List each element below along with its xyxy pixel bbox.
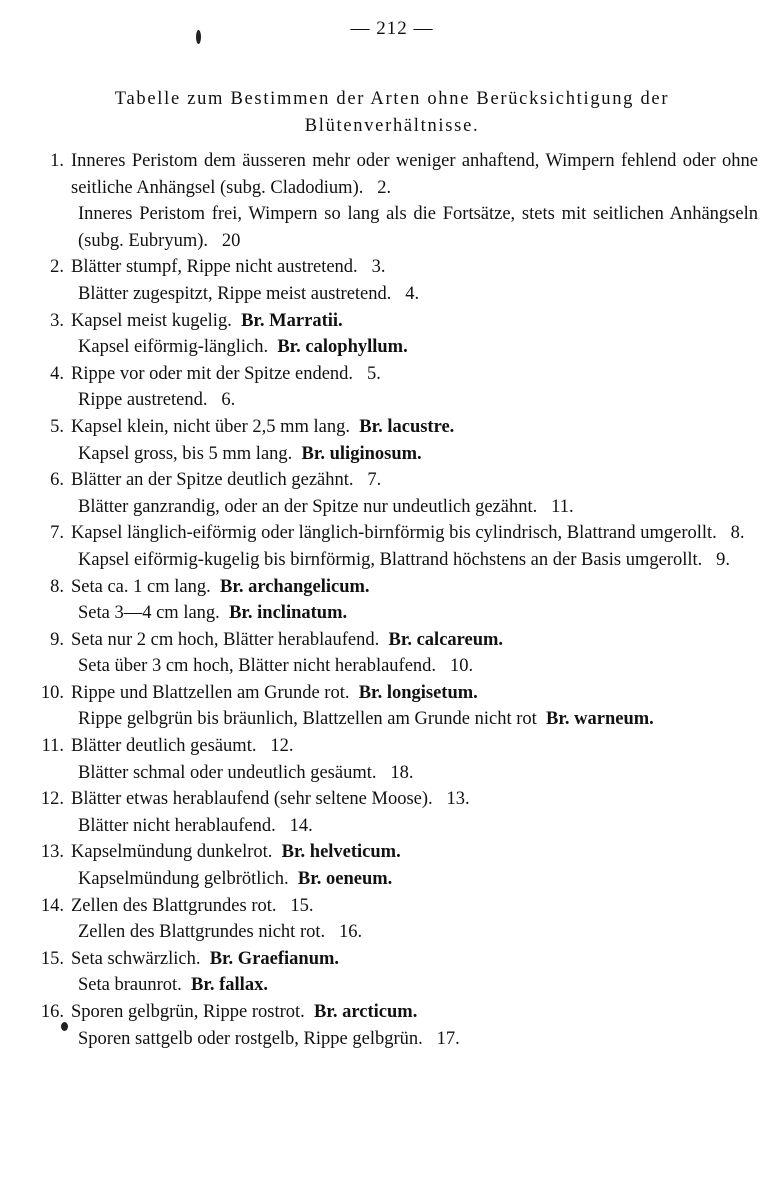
key-alternative-line [0, 201, 784, 254]
entry-number: 9. [50, 629, 64, 650]
key-text: Rippe austretend. [78, 390, 208, 411]
key-text: Blätter nicht herablaufend. [78, 815, 276, 836]
key-text: Seta über 3 cm hoch, Blätter nicht herablaufend. [78, 656, 437, 677]
key-text: Seta schwärzlich. [71, 948, 201, 969]
species-name: Br. longisetum. [358, 682, 478, 703]
key-text: Blätter stumpf, Rippe nicht austretend. [71, 257, 358, 278]
key-entry [0, 574, 784, 627]
key-line [0, 680, 784, 707]
key-text: Rippe gelbgrün bis bräunlich, Blattzellen am Grunde nicht rot [78, 709, 537, 730]
lead-reference: 20 [221, 230, 241, 251]
key-entry [0, 148, 784, 254]
key-text: Sporen gelbgrün, Rippe rostrot. [71, 1002, 305, 1022]
key-line [0, 361, 784, 388]
lead-reference: 4. [405, 283, 420, 304]
key-entry [0, 946, 784, 999]
entry-number: 3. [50, 310, 64, 331]
entry-number: 16. [40, 1002, 64, 1022]
key-text: Rippe und Blattzellen am Grunde rot. [71, 682, 350, 703]
entry-number: 4. [50, 363, 64, 384]
lead-reference: 8. [730, 523, 745, 544]
key-text: Inneres Peristom frei, Wimpern so lang als die Fortsätze, stets mit seitlichen Anhängseln (subg. Eubryum). [78, 204, 758, 251]
key-line [0, 254, 784, 281]
key-text: Blätter etwas herablaufend (sehr seltene Moose). [71, 789, 433, 810]
key-text: Kapsel eiförmig-kugelig bis birnförmig, Blattrand höchstens an der Basis umgerollt. [78, 549, 703, 570]
key-text: Kapsel eiförmig-länglich. [78, 337, 269, 358]
key-text: Blätter schmal oder undeutlich gesäumt. [78, 762, 377, 783]
key-line [0, 627, 784, 654]
key-alternative-line [0, 919, 784, 946]
key-alternative-line [0, 972, 784, 999]
lead-reference: 18. [390, 762, 414, 783]
key-entry [0, 520, 784, 573]
species-name: Br. helveticum. [281, 842, 401, 863]
entry-number: 13. [40, 842, 64, 863]
key-text: Rippe vor oder mit der Spitze endend. [71, 363, 354, 384]
key-text: Inneres Peristom dem äusseren mehr oder weniger anhaftend, Wimpern fehlend oder ohne seitliche Anhängsel (subg. Cladodium). [71, 151, 758, 198]
species-name: Br. fallax. [191, 975, 268, 996]
key-text: Kapsel meist kugelig. [71, 310, 232, 331]
key-text: Kapsel gross, bis 5 mm lang. [78, 443, 293, 464]
lead-reference: 7. [367, 470, 382, 491]
entry-number: 1. [50, 151, 64, 171]
lead-reference: 2. [377, 177, 392, 198]
key-line [0, 574, 784, 601]
species-name: Br. inclinatum. [229, 603, 348, 624]
lead-reference: 17. [436, 1028, 460, 1049]
species-name: Br. Graefianum. [209, 948, 340, 969]
key-text: Zellen des Blattgrundes nicht rot. [78, 922, 326, 943]
key-text: Kapselmündung gelbrötlich. [78, 869, 289, 890]
key-alternative-line [0, 494, 784, 521]
species-name: Br. calcareum. [388, 629, 504, 650]
key-text: Sporen sattgelb oder rostgelb, Rippe gelbgrün. [78, 1028, 423, 1049]
key-text: Seta braunrot. [78, 975, 182, 996]
lead-reference: 11. [551, 496, 574, 517]
key-alternative-line [0, 866, 784, 893]
key-entry [0, 786, 784, 839]
key-alternative-line [0, 1026, 784, 1053]
key-alternative-line [0, 281, 784, 308]
key-alternative-line [0, 387, 784, 414]
key-line [0, 308, 784, 335]
species-name: Br. lacustre. [359, 416, 455, 437]
key-alternative-line [0, 334, 784, 361]
key-line [0, 786, 784, 813]
key-text: Zellen des Blattgrundes rot. [71, 895, 277, 916]
lead-reference: 16. [339, 922, 363, 943]
entry-number: 8. [50, 576, 64, 597]
key-text: Blätter zugespitzt, Rippe meist austretend. [78, 283, 392, 304]
species-name: Br. calophyllum. [277, 337, 408, 358]
table-title: Tabelle zum Bestimmen der Arten ohne Berücksichtigung der Blütenverhältnisse. [114, 89, 670, 136]
key-line [0, 893, 784, 920]
lead-reference: 12. [270, 736, 294, 757]
lead-reference: 10. [449, 656, 474, 677]
identification-key [0, 148, 784, 1052]
key-line [0, 148, 784, 201]
page-number: — 212 — [350, 18, 434, 39]
key-text: Blätter an der Spitze deutlich gezähnt. [71, 470, 354, 491]
key-alternative-line [0, 760, 784, 787]
entry-number: 11. [41, 736, 64, 757]
lead-reference: 15. [290, 895, 314, 916]
entry-number: 5. [50, 416, 64, 437]
species-name: Br. uliginosum. [301, 443, 422, 464]
lead-reference: 13. [446, 789, 470, 810]
key-entry [0, 999, 784, 1052]
key-alternative-line [0, 813, 784, 840]
key-line [0, 946, 784, 973]
key-text: Kapsel länglich-eiförmig oder länglich-birnförmig bis cylindrisch, Blattrand umgerollt. [71, 523, 717, 544]
key-alternative-line [0, 600, 784, 627]
key-entry [0, 627, 784, 680]
species-name: Br. warneum. [546, 709, 654, 730]
key-line [0, 733, 784, 760]
key-entry [0, 308, 784, 361]
entry-number: 15. [40, 948, 64, 969]
species-name: Br. oeneum. [297, 869, 393, 890]
key-line [0, 467, 784, 494]
key-alternative-line [0, 706, 784, 733]
key-text: Seta 3—4 cm lang. [78, 603, 220, 624]
lead-reference: 5. [366, 363, 381, 384]
entry-number: 7. [50, 523, 64, 544]
key-line [0, 999, 784, 1026]
key-text: Kapselmündung dunkelrot. [71, 842, 273, 863]
entry-number: 12. [40, 789, 64, 810]
key-text: Seta nur 2 cm hoch, Blätter herablaufend. [71, 629, 380, 650]
key-entry [0, 733, 784, 786]
entry-number: 14. [40, 895, 64, 916]
key-line [0, 839, 784, 866]
lead-reference: 3. [371, 257, 386, 278]
key-text: Kapsel klein, nicht über 2,5 mm lang. [71, 416, 350, 437]
entry-number: 2. [50, 257, 64, 278]
species-name: Br. arcticum. [314, 1002, 418, 1022]
key-text: Seta ca. 1 cm lang. [71, 576, 211, 597]
entry-number: 10. [40, 682, 64, 703]
key-alternative-line [0, 547, 784, 574]
key-entry [0, 893, 784, 946]
key-text: Blätter ganzrandig, oder an der Spitze nur undeutlich gezähnt. [78, 496, 538, 517]
key-line [0, 520, 784, 547]
key-entry [0, 839, 784, 892]
lead-reference: 9. [716, 549, 730, 570]
lead-reference: 14. [289, 815, 313, 836]
key-entry [0, 414, 784, 467]
entry-number: 6. [50, 470, 64, 491]
lead-reference: 6. [221, 390, 236, 411]
key-entry [0, 680, 784, 733]
key-text: Blätter deutlich gesäumt. [71, 736, 257, 757]
key-entry [0, 254, 784, 307]
key-entry [0, 467, 784, 520]
key-alternative-line [0, 653, 784, 680]
species-name: Br. Marratii. [241, 310, 343, 331]
key-entry [0, 361, 784, 414]
key-line [0, 414, 784, 441]
key-alternative-line [0, 441, 784, 468]
species-name: Br. archangelicum. [219, 576, 370, 597]
